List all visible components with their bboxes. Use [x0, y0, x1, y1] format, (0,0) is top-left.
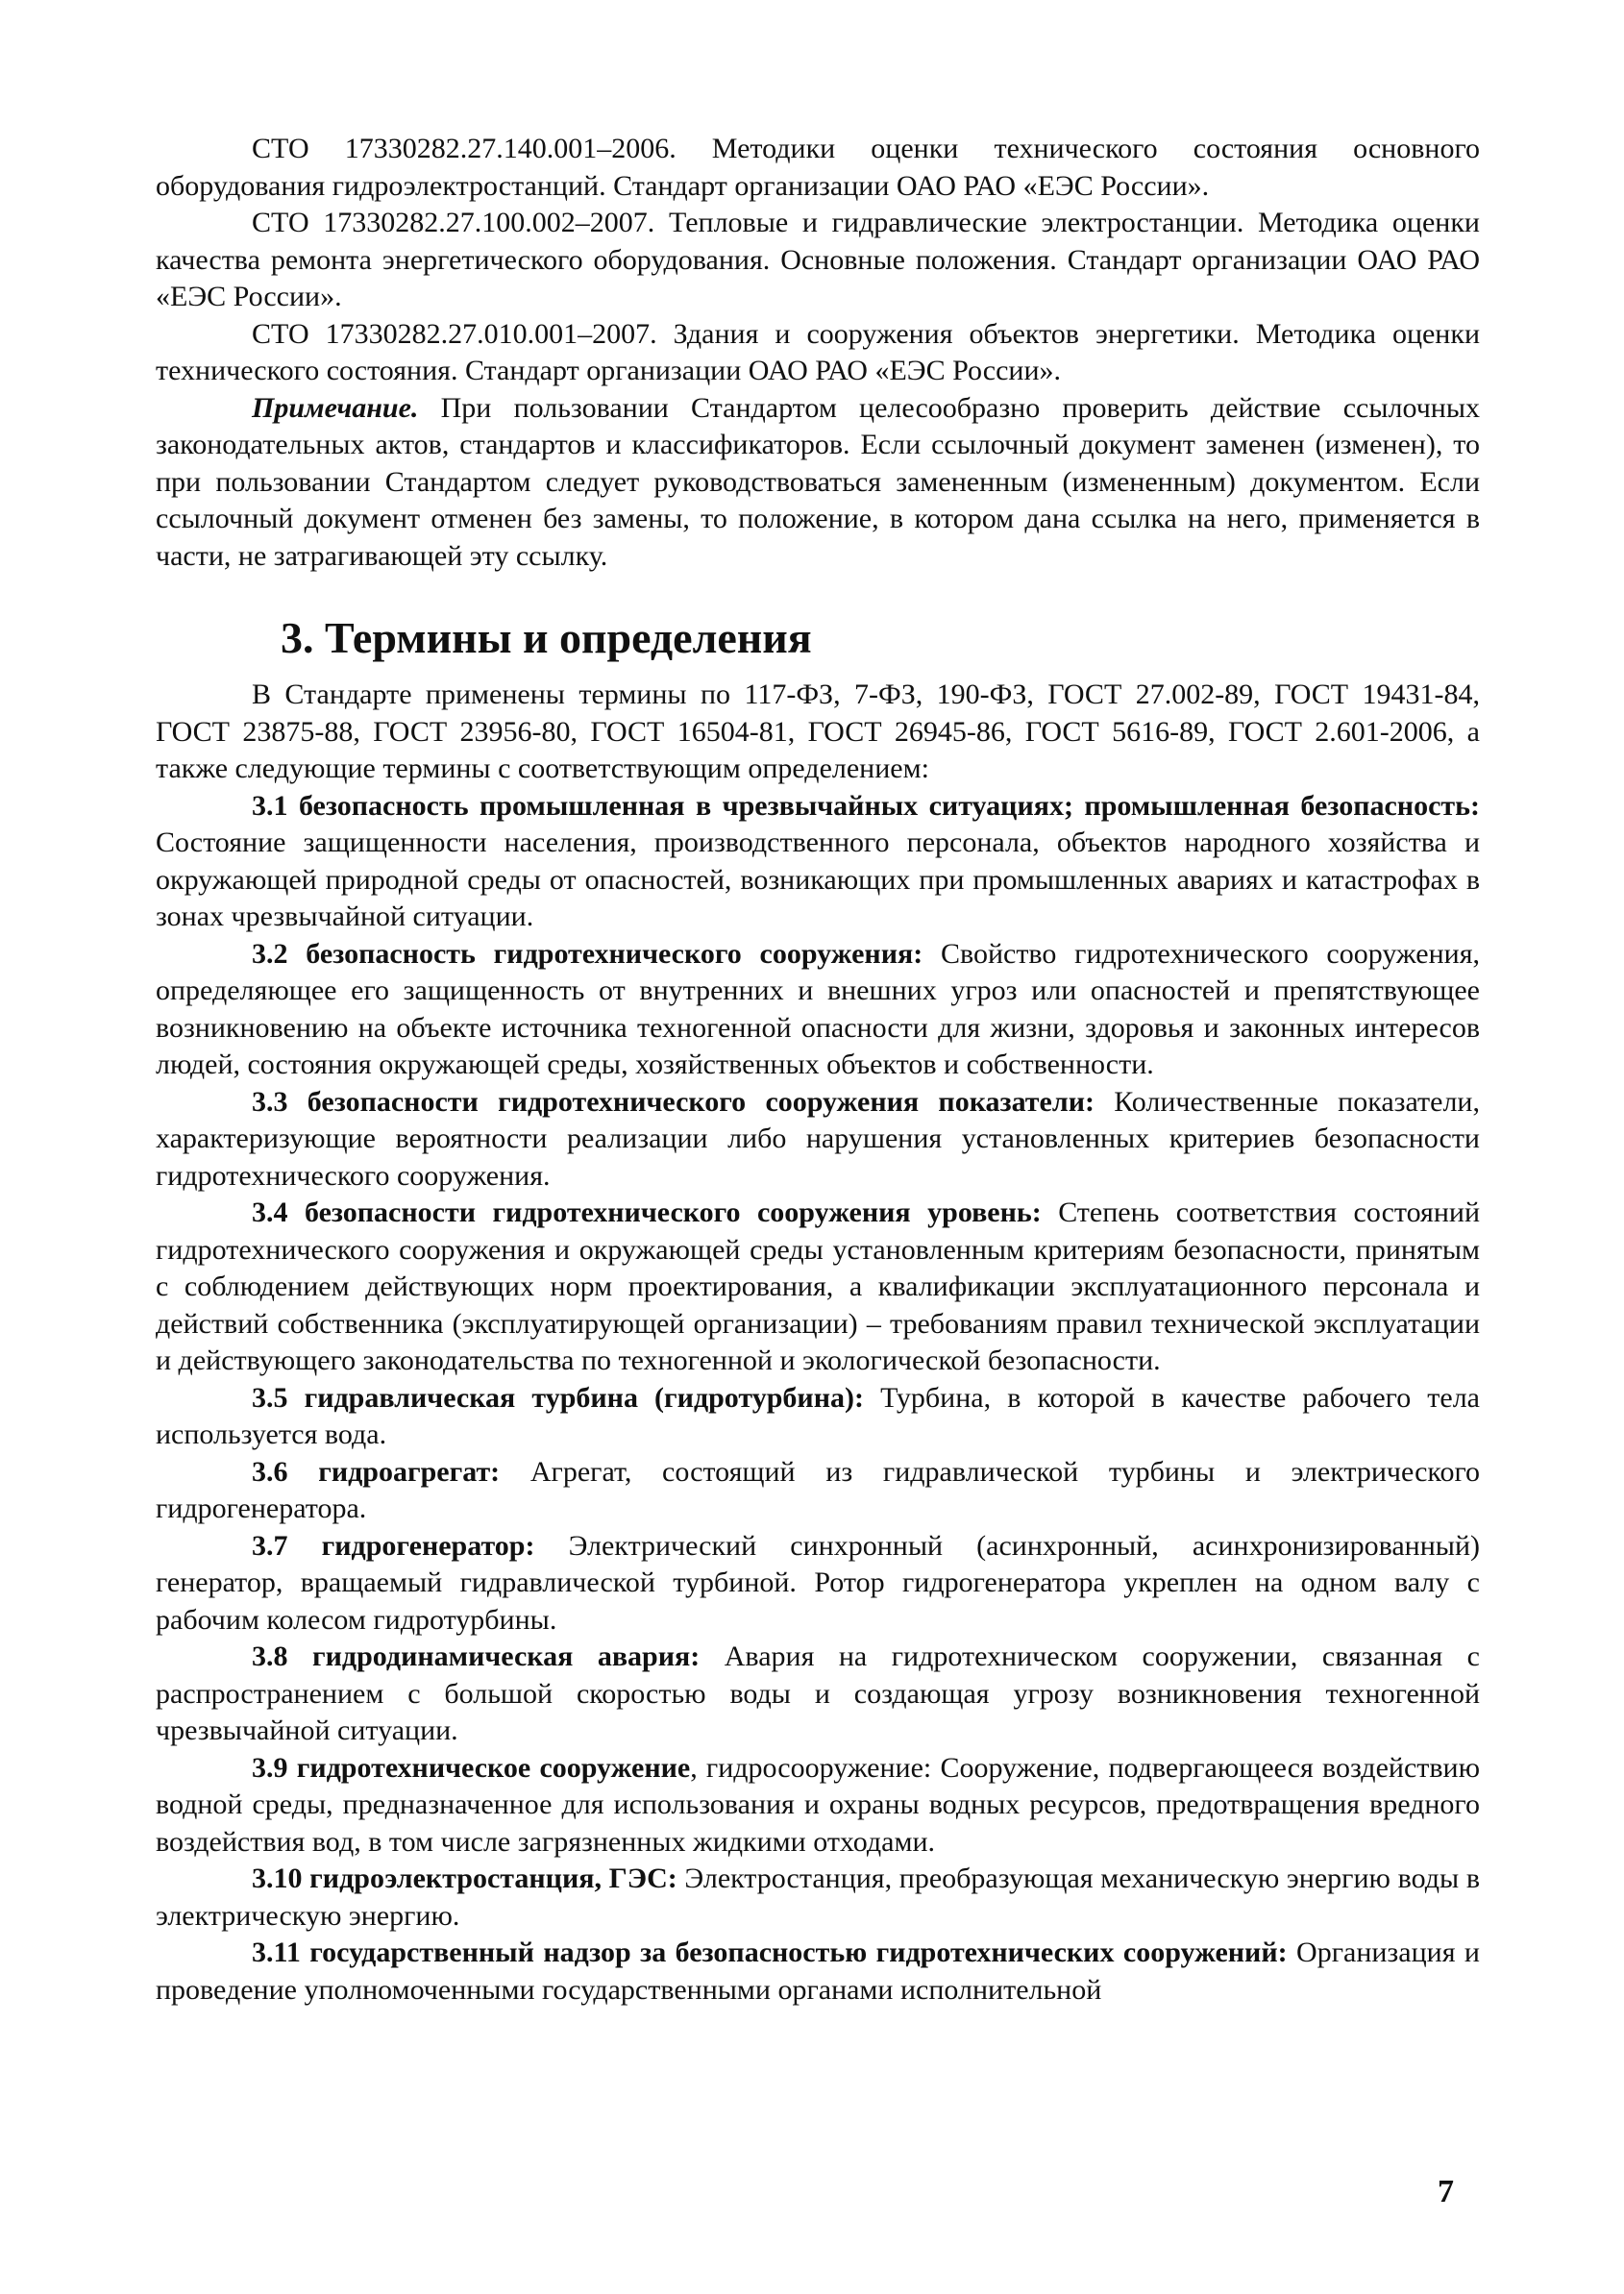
- term-text: Состояние защищенности населения, производственного персонала, объектов народного хозяйства и окружающей природной среды от опасностей, возникающих при промышленных авариях и катастрофах в зонах чрезвычайной ситуации.: [156, 826, 1480, 932]
- term-text: Количественные показатели, характеризующие вероятности реализации либо нарушения установленных критериев безопасности гидротехнического сооружения.: [156, 1085, 1480, 1192]
- term-text: Агрегат, состоящий из гидравлической турбины и электрического гидрогенератора.: [156, 1455, 1480, 1524]
- term-definition: [156, 1195, 1480, 1380]
- term-name: 3.5 гидравлическая турбина (гидротурбина):: [252, 1381, 864, 1414]
- term-definition: [156, 1861, 1480, 1935]
- term-definition: [156, 1935, 1480, 2009]
- term-text: Организация и проведение уполномоченными государственными органами исполнительной: [156, 1936, 1480, 2006]
- term-name: 3.1 безопасность промышленная в чрезвычайных ситуациях; промышленная безопасность:: [252, 789, 1480, 822]
- term-definition: [156, 936, 1480, 1084]
- page-content: [156, 131, 1480, 2009]
- note-paragraph: [156, 390, 1480, 576]
- term-text: Турбина, в которой в качестве рабочего тела используется вода.: [156, 1381, 1480, 1450]
- term-name: 3.9 гидротехническое сооружение: [252, 1751, 691, 1784]
- term-text: Авария на гидротехническом сооружении, связанная с распространением с большой скоростью воды и создающая угрозу возникновения техногенной чрезвычайной ситуации.: [156, 1640, 1480, 1746]
- term-definition: [156, 1084, 1480, 1196]
- note-label: Примечание.: [252, 391, 419, 424]
- term-name: 3.8 гидродинамическая авария:: [252, 1640, 701, 1672]
- section-intro: В Стандарте применены термины по 117-ФЗ, 7-ФЗ, 190-ФЗ, ГОСТ 27.002-89, ГОСТ 19431-84, ГОСТ 23875-88, ГОСТ 23956-80, ГОСТ 16504-81, ГОСТ 26945-86, ГОСТ 5616-89, ГОСТ 2.601-2006, а также следующие термины с соответствующим определением:: [156, 678, 1480, 784]
- reference-item: СТО 17330282.27.010.001–2007. Здания и сооружения объектов энергетики. Методика оценки технического состояния. Стандарт организации ОАО РАО «ЕЭС России».: [156, 317, 1480, 386]
- term-definition: [156, 1750, 1480, 1862]
- term-text: Электрический синхронный (асинхронный, асинхронизированный) генератор, вращаемый гидравлической турбиной. Ротор гидрогенератора укреплен на одном валу с рабочим колесом гидротурбины.: [156, 1529, 1480, 1636]
- term-definition: [156, 1380, 1480, 1454]
- term-definition: [156, 1528, 1480, 1640]
- term-name: 3.2 безопасность гидротехнического сооружения:: [252, 937, 923, 970]
- term-definition: [156, 788, 1480, 936]
- term-text: Электростанция, преобразующая механическую энергию воды в электрическую энергию.: [156, 1862, 1480, 1932]
- reference-item: СТО 17330282.27.140.001–2006. Методики оценки технического состояния основного оборудования гидроэлектростанций. Стандарт организации ОАО РАО «ЕЭС России».: [156, 133, 1480, 202]
- section-heading: 3. Термины и определения: [281, 613, 812, 662]
- term-name: 3.3 безопасности гидротехнического сооружения показатели:: [252, 1085, 1095, 1118]
- term-name: 3.10 гидроэлектростанция, ГЭС:: [252, 1862, 677, 1894]
- page-number: 7: [1438, 2174, 1454, 2209]
- term-definition: [156, 1639, 1480, 1750]
- term-name: 3.11 государственный надзор за безопасностью гидротехнических сооружений:: [252, 1936, 1288, 1968]
- term-text: , гидросооружение: Сооружение, подвергающееся воздействию водной среды, предназначенное для использования и охраны водных ресурсов, предотвращения вредного воздействия вод, в том числе загрязненных жидкими отходами.: [156, 1751, 1480, 1858]
- term-text: Свойство гидротехнического сооружения, определяющее его защищенность от внутренних и внешних угроз или опасностей и препятствующее возникновению на объекте источника техногенной опасности для жизни, здоровья и законных интересов людей, состояния окружающей среды, хозяйственных объектов и собственности.: [156, 937, 1480, 1080]
- term-name: 3.6 гидроагрегат:: [252, 1455, 501, 1488]
- term-definition: [156, 1454, 1480, 1528]
- term-name: 3.7 гидрогенератор:: [252, 1529, 535, 1562]
- term-name: 3.4 безопасности гидротехнического сооружения уровень:: [252, 1196, 1042, 1228]
- note-text: При пользовании Стандартом целесообразно проверить действие ссылочных законодательных актов, стандартов и классификаторов. Если ссылочный документ заменен (изменен), то при пользовании Стандартом следует руководствоваться замененным (измененным) документом. Если ссылочный документ отменен без замены, то положение, в котором дана ссылка на него, применяется в части, не затрагивающей эту ссылку.: [156, 391, 1480, 572]
- term-text: Степень соответствия состояний гидротехнического сооружения и окружающей среды установленным критериям безопасности, принятым с соблюдением действующих норм проектирования, а квалификации эксплуатационного персонала и действий собственника (эксплуатирующей организации) – требованиям правил технической эксплуатации и действующего законодательства по техногенной и экологической безопасности.: [156, 1196, 1481, 1376]
- reference-item: СТО 17330282.27.100.002–2007. Тепловые и гидравлические электростанции. Методика оценки качества ремонта энергетического оборудования. Основные положения. Стандарт организации ОАО РАО «ЕЭС России».: [156, 207, 1480, 312]
